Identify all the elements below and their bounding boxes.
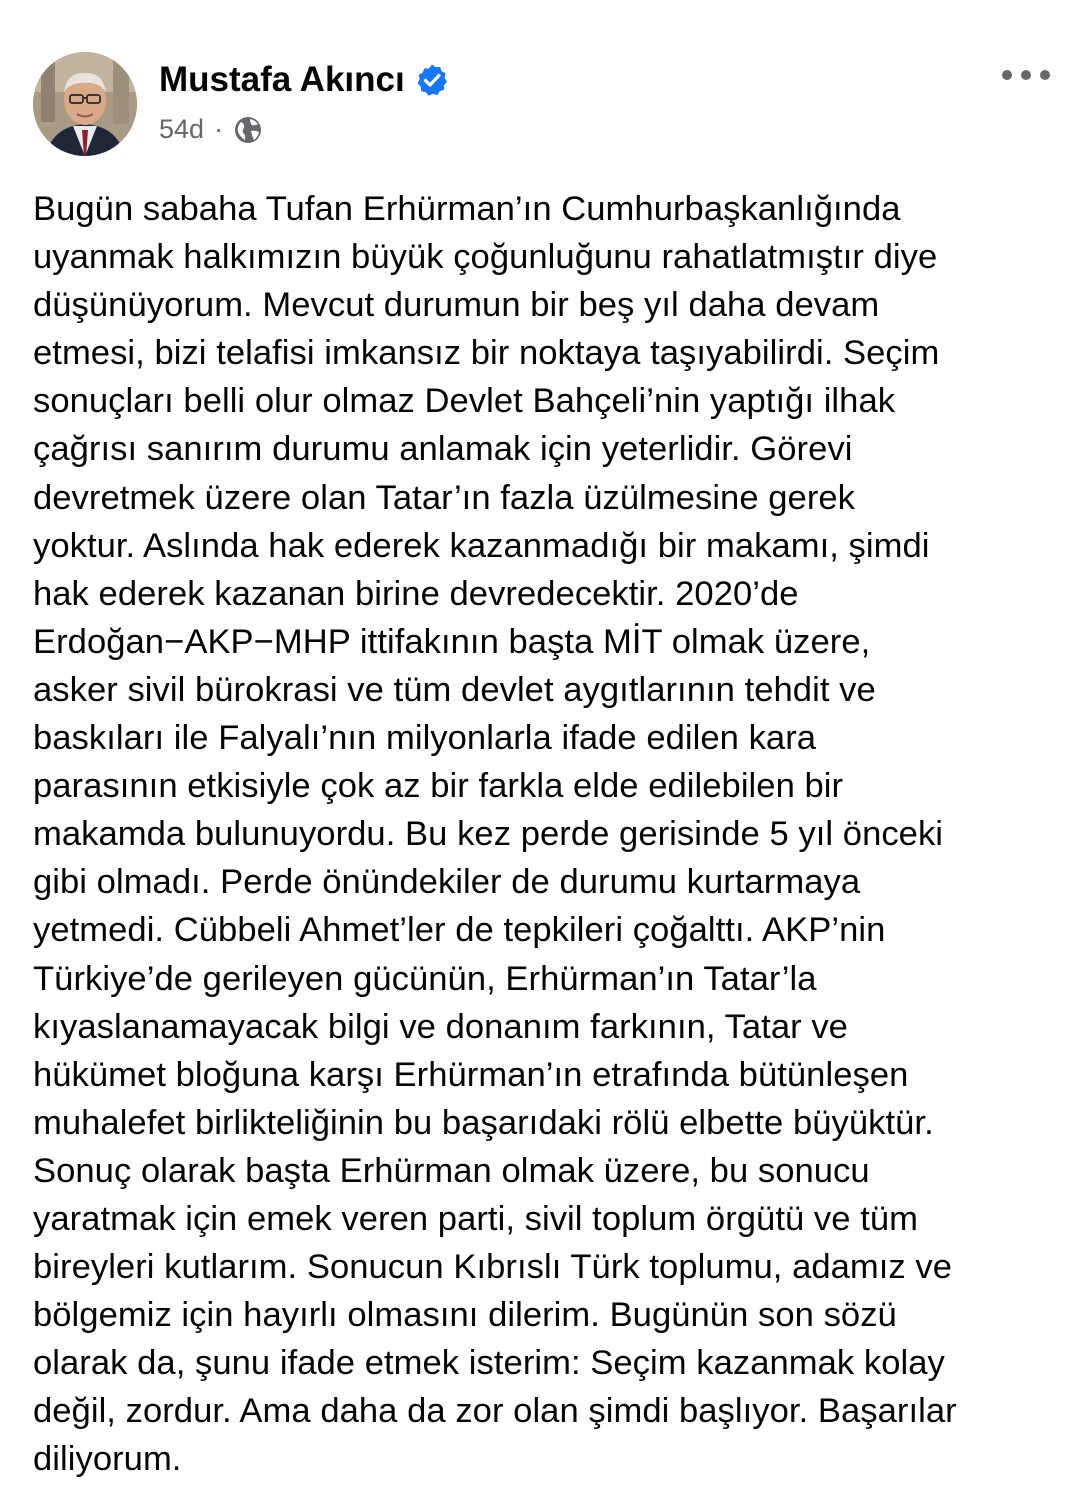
more-options-icon[interactable] <box>999 60 1053 90</box>
verified-badge-icon <box>415 63 449 97</box>
meta-separator: · <box>214 114 224 144</box>
avatar[interactable] <box>33 52 137 156</box>
post-meta <box>159 114 263 145</box>
profile-photo-icon <box>33 52 137 156</box>
post-body-text: Bugün sabaha Tufan Erhürman’ın Cumhurbaşkanlığında uyanmak halkımızın büyük çoğunluğunu rahatlatmıştır diye düşünüyorum. Mevcut durumun bir beş yıl daha devam etmesi, bizi telafisi imkansız bir noktaya taşıyabilirdi. Seçim sonuçları belli olur olmaz Devlet Bahçeli’nin yaptığı ilhak çağrısı sanırım durumu anlamak için yeterlidir. Görevi devretmek üzere olan Tatar’ın fazla üzülmesine gerek yoktur. Aslında hak ederek kazanmadığı bir makamı, şimdi hak ederek kazanan birine devredecektir. 2020’de Erdoğan−AKP−MHP ittifakının başta MİT olmak üzere, asker sivil bürokrasi ve tüm devlet aygıtlarının tehdit ve baskıları ile Falyalı’nın milyonlarla ifade edilen kara parasının etkisiyle çok az bir farkla elde edilebilen bir makamda bulunuyordu. Bu kez perde gerisinde 5 yıl önceki gibi olmadı. Perde önündekiler de durumu kurtarmaya yetmedi. Cübbeli Ahmet’ler de tepkileri çoğalttı. AKP’nin Türkiye’de gerileyen gücünün, Erhürman’ın Tatar’la kıyaslanamayacak bilgi ve donanım farkının, Tatar ve hükümet bloğuna karşı Erhürman’ın etrafında bütünleşen muhalefet birlikteliğinin bu başarıdaki rölü elbette büyüktür. Sonuç olarak başta Erhürman olmak üzere, bu sonucu yaratmak için emek veren parti, sivil toplum örgütü ve tüm bireyleri kutlarım. Sonucun Kıbrıslı Türk toplumu, adamız ve bölgemiz için hayırlı olmasını dilerim. Bugünün son sözü olarak da, şunu ifade etmek isterim: Seçim kazanmak kolay değil, zordur. Ama daha da zor olan şimdi başlıyor. Başarılar diliyorum. <box>33 190 957 1479</box>
post-header <box>33 52 1053 162</box>
timestamp-link[interactable]: 54d <box>159 114 205 144</box>
author-name-link[interactable] <box>159 60 449 100</box>
author-name: Mustafa Akıncı <box>159 60 405 99</box>
globe-icon[interactable] <box>233 115 263 145</box>
